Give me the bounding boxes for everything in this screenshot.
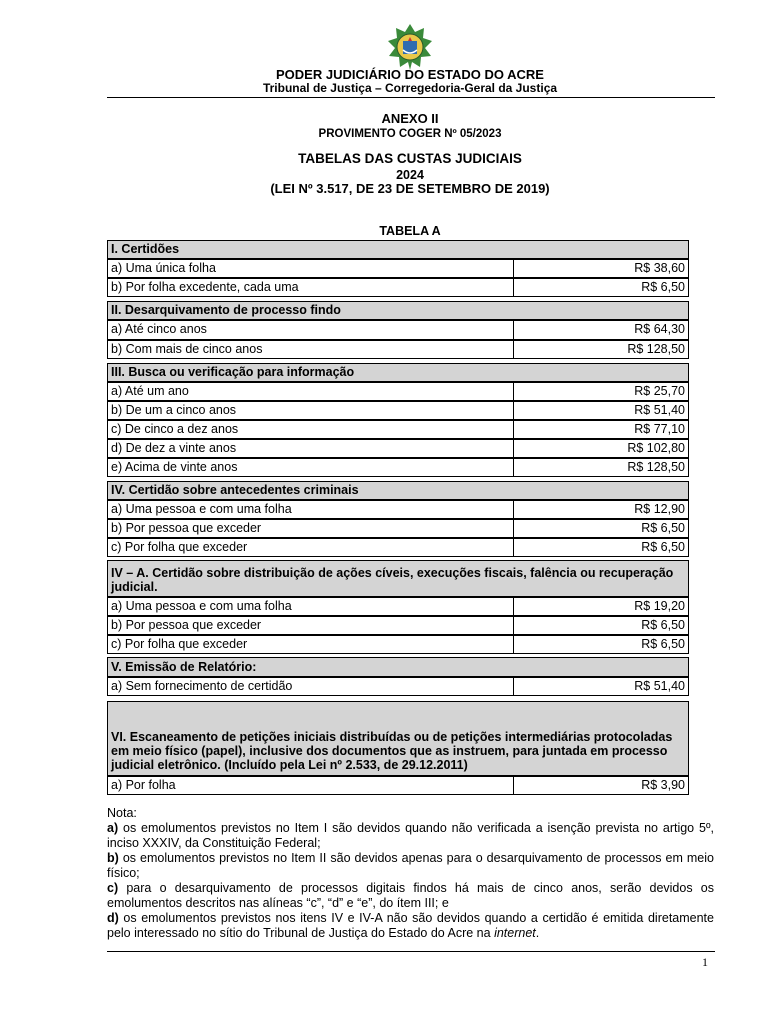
row-value: R$ 6,50 — [641, 280, 685, 294]
row-label: c) Por folha que exceder — [108, 539, 514, 556]
state-coat-of-arms-icon — [385, 22, 435, 72]
row-value: R$ 6,50 — [641, 521, 685, 535]
main-title: TABELAS DAS CUSTAS JUDICIAIS — [298, 151, 522, 166]
row-label: b) Com mais de cinco anos — [108, 341, 514, 358]
table-row — [107, 439, 689, 458]
section-header: V. Emissão de Relatório: — [107, 657, 689, 677]
note-text: os emolumentos previstos nos itens IV e IV-A não são devidos quando a certidão é emitida diretamente pelo interessado no sítio do Tribunal de Justiça do Estado do Acre na — [107, 911, 714, 940]
table-row — [107, 340, 689, 359]
row-value: R$ 64,30 — [634, 322, 685, 336]
footer-divider — [107, 951, 715, 952]
row-label: a) Uma pessoa e com uma folha — [108, 598, 514, 615]
table-row — [107, 259, 689, 278]
row-value: R$ 77,10 — [634, 422, 685, 436]
row-label: a) Sem fornecimento de certidão — [108, 678, 514, 695]
row-label: c) Por folha que exceder — [108, 636, 514, 653]
tribunal-name: Tribunal de Justiça – Corregedoria-Geral da Justiça — [262, 81, 558, 95]
header-divider — [107, 97, 715, 98]
note-letter: a) — [107, 821, 119, 835]
row-label: b) De um a cinco anos — [108, 402, 514, 419]
row-label: b) Por pessoa que exceder — [108, 520, 514, 537]
table-row — [107, 519, 689, 538]
table-row — [107, 401, 689, 420]
row-label: b) Por pessoa que exceder — [108, 617, 514, 634]
row-label: a) Por folha — [108, 777, 514, 794]
row-value: R$ 6,50 — [641, 540, 685, 554]
provision-title: PROVIMENTO COGER Nº 05/2023 — [318, 128, 502, 140]
notes-block — [107, 806, 714, 941]
note-end: . — [535, 926, 540, 940]
section-header: II. Desarquivamento de processo findo — [107, 301, 689, 320]
section-header: III. Busca ou verificação para informação — [107, 363, 689, 382]
table-row — [107, 677, 689, 696]
table-row — [107, 776, 689, 795]
note-text: os emolumentos previstos no Item II são devidos apenas para o desarquivamento de processos em meio físico; — [107, 851, 714, 880]
note-letter: c) — [107, 881, 119, 895]
row-label: d) De dez a vinte anos — [108, 440, 514, 457]
note-text: os emolumentos previstos no Item I são devidos quando não verificada a isenção prevista no artigo 5º, inciso XXXIV, da Constituição Federal; — [107, 821, 714, 850]
year-title: 2024 — [396, 168, 424, 182]
table-row — [107, 635, 689, 654]
row-label: a) Até um ano — [108, 383, 514, 400]
note-item — [107, 851, 714, 881]
row-value: R$ 6,50 — [641, 618, 685, 632]
table-row — [107, 420, 689, 439]
row-label: b) Por folha excedente, cada uma — [108, 279, 514, 296]
note-text: para o desarquivamento de processos digitais findos há mais de cinco anos, serão devidos os emolumentos descritos nas alíneas “c”, “d” e “e”, do ítem III; e — [107, 881, 714, 910]
row-label: e) Acima de vinte anos — [108, 459, 514, 476]
row-value: R$ 19,20 — [634, 599, 685, 613]
note-letter: d) — [107, 911, 119, 925]
row-value: R$ 6,50 — [641, 637, 685, 651]
table-row — [107, 616, 689, 635]
law-title: (LEI Nº 3.517, DE 23 DE SETEMBRO DE 2019) — [270, 181, 550, 196]
table-row — [107, 538, 689, 557]
table-row — [107, 278, 689, 297]
table-row — [107, 597, 689, 616]
table-row — [107, 320, 689, 340]
row-value: R$ 25,70 — [634, 384, 685, 398]
note-item — [107, 881, 714, 911]
row-value: R$ 128,50 — [627, 342, 685, 356]
notes-heading: Nota: — [107, 806, 137, 820]
table-row — [107, 382, 689, 401]
section-header: IV. Certidão sobre antecedentes criminais — [107, 481, 689, 500]
row-label: a) Até cinco anos — [108, 321, 514, 339]
row-value: R$ 38,60 — [634, 261, 685, 275]
row-value: R$ 51,40 — [634, 679, 685, 693]
row-label: a) Uma única folha — [108, 260, 514, 277]
section-header: VI. Escaneamento de petições iniciais distribuídas ou de petições intermediárias protocoladas em meio físico (papel), inclusive dos documentos que as instruem, para juntada em processo judicial eletrônico. (Incluído pela Lei nº 2.533, de 29.12.2011) — [107, 701, 689, 776]
row-value: R$ 51,40 — [634, 403, 685, 417]
page-number: 1 — [702, 955, 708, 969]
row-value: R$ 12,90 — [634, 502, 685, 516]
row-value: R$ 102,80 — [627, 441, 685, 455]
table-title: TABELA A — [379, 224, 441, 238]
table-row — [107, 458, 689, 477]
table-row — [107, 500, 689, 519]
note-item — [107, 821, 714, 851]
section-header: I. Certidões — [107, 240, 689, 259]
court-name: PODER JUDICIÁRIO DO ESTADO DO ACRE — [276, 67, 544, 82]
row-label: a) Uma pessoa e com uma folha — [108, 501, 514, 518]
row-value: R$ 3,90 — [641, 778, 685, 792]
row-label: c) De cinco a dez anos — [108, 421, 514, 438]
row-value: R$ 128,50 — [627, 460, 685, 474]
note-italic-word: internet — [494, 926, 536, 940]
section-header: IV – A. Certidão sobre distribuição de ações cíveis, execuções fiscais, falência ou recuperação judicial. — [107, 560, 689, 597]
note-letter: b) — [107, 851, 119, 865]
note-item — [107, 911, 714, 941]
annex-title: ANEXO II — [381, 111, 439, 126]
